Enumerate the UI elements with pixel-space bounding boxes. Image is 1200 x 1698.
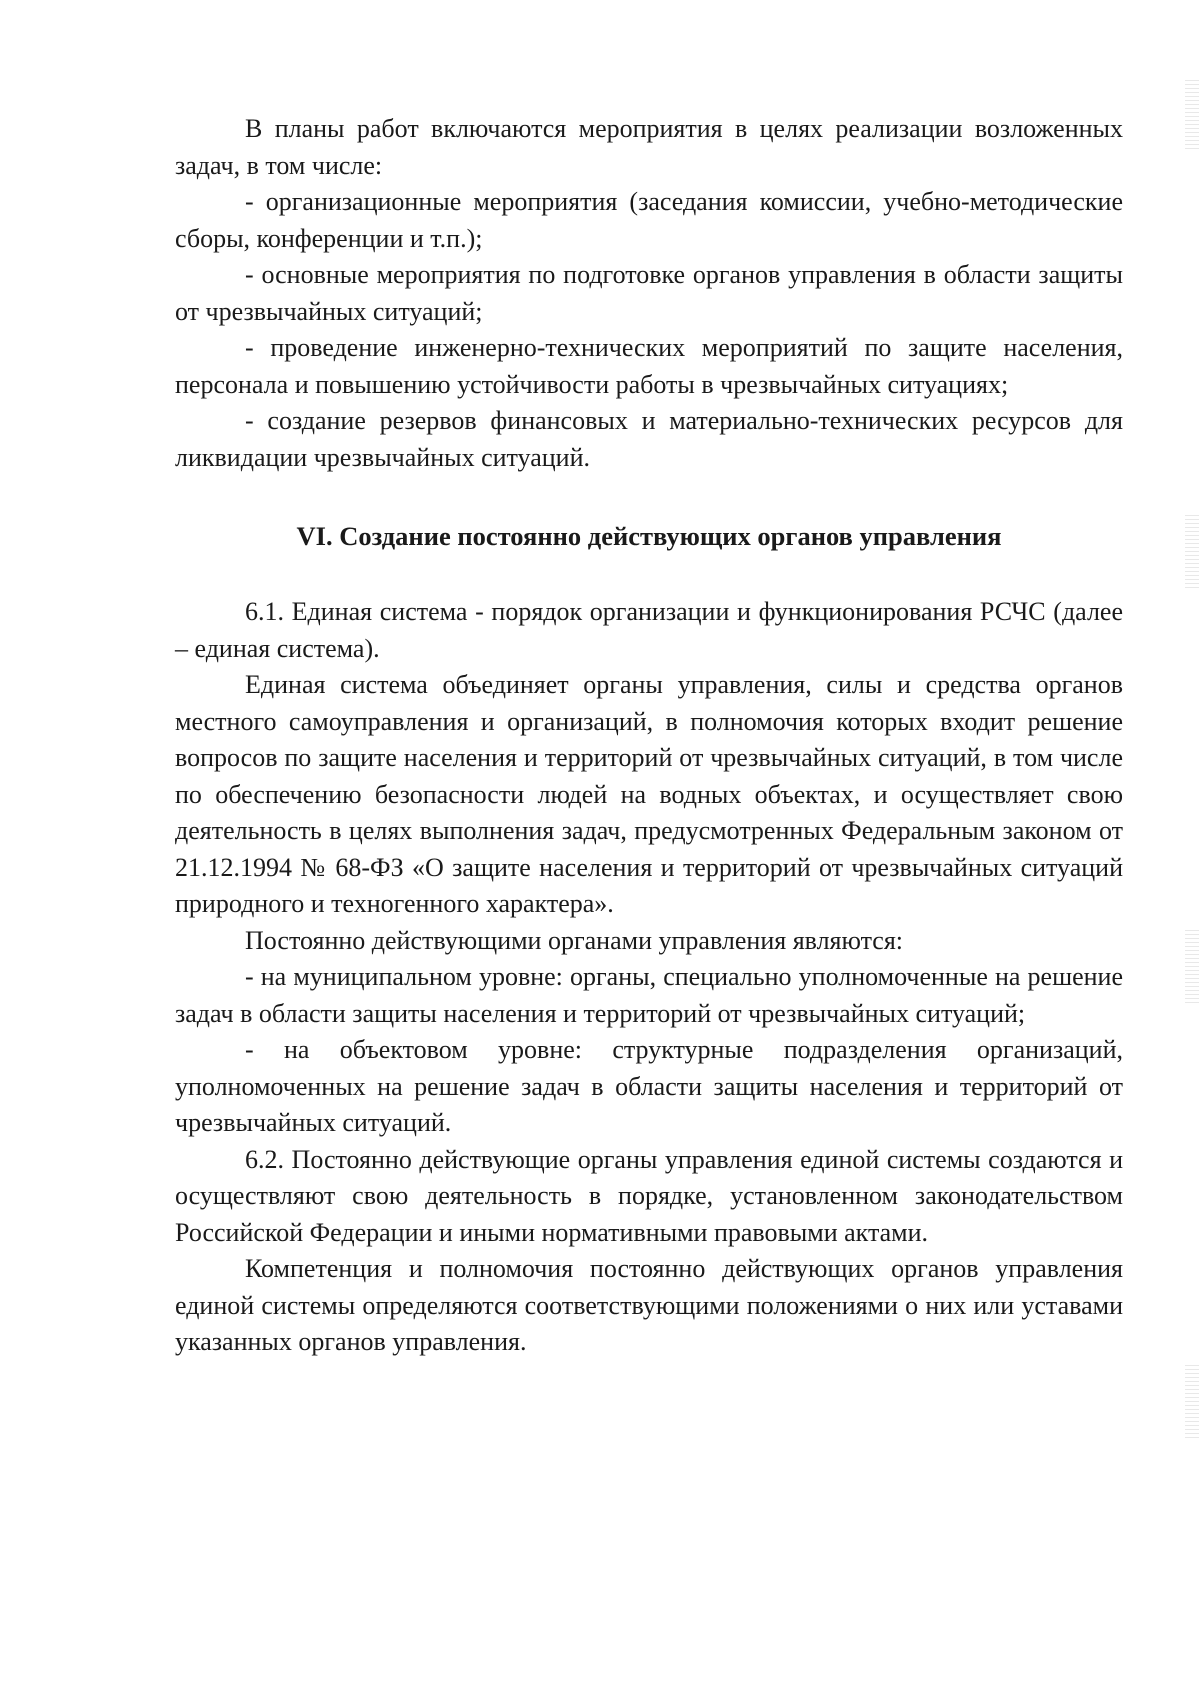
scan-edge-mark <box>1185 930 1199 1005</box>
list-item: - организационные мероприятия (заседания комиссии, учебно-методические сборы, конференции и т.п.); <box>175 187 1123 253</box>
body-paragraph: Постоянно действующими органами управления являются: <box>245 925 903 955</box>
scan-edge-mark <box>1185 515 1199 590</box>
body-paragraph: 6.2. Постоянно действующие органы управления единой системы создаются и осуществляют свою деятельность в порядке, установленном законодательством Российской Федерации и иными нормативными правовыми актами. <box>175 1144 1123 1247</box>
body-paragraph: Компетенция и полномочия постоянно действующих органов управления единой системы определяются соответствующими положениями о них или уставами указанных органов управления. <box>175 1254 1123 1356</box>
section-heading: VI. Создание постоянно действующих органов управления <box>296 521 1002 551</box>
list-item: - основные мероприятия по подготовке органов управления в области защиты от чрезвычайных ситуаций; <box>175 260 1123 326</box>
list-item: - на муниципальном уровне: органы, специально уполномоченные на решение задач в области защиты населения и территорий от чрезвычайных ситуаций; <box>175 962 1123 1028</box>
body-paragraph: 6.1. Единая система - порядок организации и функционирования РСЧС (далее – единая система). <box>175 597 1123 663</box>
body-paragraph: В планы работ включаются мероприятия в целях реализации возложенных задач, в том числе: <box>175 114 1123 180</box>
list-item: - создание резервов финансовых и материально-технических ресурсов для ликвидации чрезвычайных ситуаций. <box>175 406 1123 472</box>
scan-edge-mark <box>1185 1365 1199 1440</box>
scan-edge-mark <box>1185 80 1199 150</box>
list-item: - проведение инженерно-технических мероприятий по защите населения, персонала и повышению устойчивости работы в чрезвычайных ситуациях; <box>175 333 1123 399</box>
body-paragraph: Единая система объединяет органы управления, силы и средства органов местного самоуправления и организаций, в полномочия которых входит решение вопросов по защите населения и территорий от чрезвычайных ситуаций, в том числе по обеспечению безопасности людей на водных объектах, и осуществляет свою деятельность в целях выполнения задач, предусмотренных Федеральным законом от 21.12.1994 № 68-ФЗ «О защите населения и территорий от чрезвычайных ситуаций природного и техногенного характера». <box>175 670 1123 918</box>
document-body <box>175 111 1123 1361</box>
list-item: - на объектовом уровне: структурные подразделения организаций, уполномоченных на решение задач в области защиты населения и территорий от чрезвычайных ситуаций. <box>175 1035 1123 1137</box>
